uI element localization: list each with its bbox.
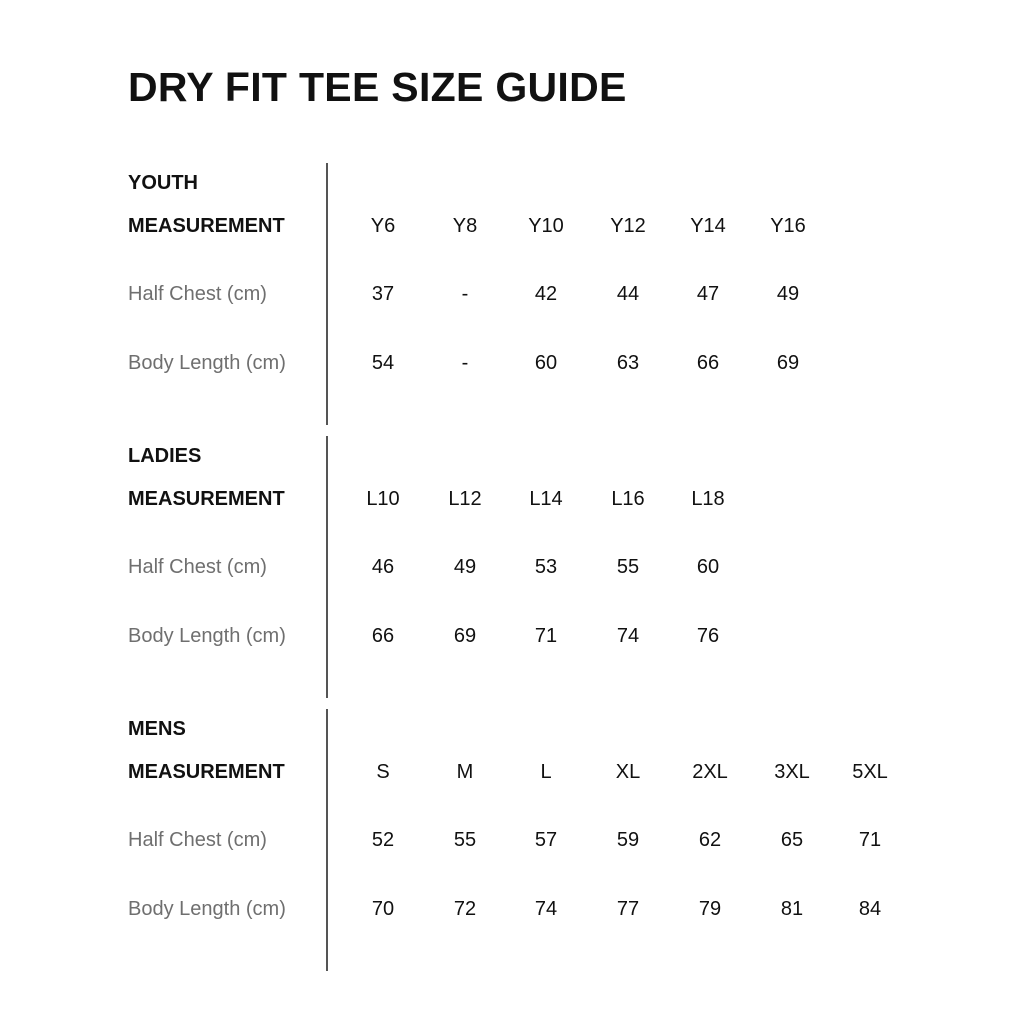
half-chest-cell: - [461, 283, 469, 305]
size-header-cell: 5XL [852, 761, 888, 783]
size-section-youth [0, 163, 1024, 425]
section-name: YOUTH [128, 172, 198, 194]
body-length-cell: 66 [371, 625, 395, 647]
body-length-cell: 74 [616, 625, 640, 647]
size-header-cell: Y8 [452, 215, 478, 237]
body-length-cell: - [461, 352, 469, 374]
half-chest-cell: 60 [696, 556, 720, 578]
half-chest-cell: 47 [696, 283, 720, 305]
half-chest-cell: 44 [616, 283, 640, 305]
body-length-cell: 54 [371, 352, 395, 374]
size-section-mens [0, 709, 1024, 971]
column-divider [326, 163, 328, 425]
size-header-cell: Y14 [690, 215, 726, 237]
half-chest-cell: 62 [698, 829, 722, 851]
body-length-cell: 70 [371, 898, 395, 920]
size-header-cell: Y12 [610, 215, 646, 237]
size-header-cell: 2XL [692, 761, 728, 783]
half-chest-cell: 42 [534, 283, 558, 305]
size-header-cell: L12 [448, 488, 482, 510]
size-header-cell: L [540, 761, 552, 783]
body-length-cell: 71 [534, 625, 558, 647]
measurement-label: MEASUREMENT [128, 488, 285, 510]
half-chest-cell: 55 [616, 556, 640, 578]
column-divider [326, 436, 328, 698]
body-length-cell: 72 [453, 898, 477, 920]
size-header-cell: S [376, 761, 390, 783]
half-chest-cell: 49 [776, 283, 800, 305]
body-length-cell: 81 [780, 898, 804, 920]
size-header-cell: Y16 [770, 215, 806, 237]
size-header-cell: XL [615, 761, 641, 783]
body-length-cell: 69 [776, 352, 800, 374]
half-chest-cell: 71 [858, 829, 882, 851]
body-length-cell: 63 [616, 352, 640, 374]
size-header-cell: L16 [611, 488, 645, 510]
half-chest-cell: 37 [371, 283, 395, 305]
half-chest-cell: 49 [453, 556, 477, 578]
half-chest-cell: 46 [371, 556, 395, 578]
half-chest-cell: 57 [534, 829, 558, 851]
half-chest-cell: 59 [616, 829, 640, 851]
size-header-cell: L18 [691, 488, 725, 510]
body-length-cell: 60 [534, 352, 558, 374]
size-section-ladies [0, 436, 1024, 698]
body-length-cell: 66 [696, 352, 720, 374]
body-length-label: Body Length (cm) [128, 352, 286, 374]
column-divider [326, 709, 328, 971]
half-chest-cell: 53 [534, 556, 558, 578]
half-chest-label: Half Chest (cm) [128, 556, 267, 578]
section-name: LADIES [128, 445, 202, 467]
size-header-cell: M [456, 761, 474, 783]
body-length-cell: 79 [698, 898, 722, 920]
body-length-cell: 74 [534, 898, 558, 920]
body-length-label: Body Length (cm) [128, 625, 286, 647]
half-chest-cell: 55 [453, 829, 477, 851]
body-length-cell: 76 [696, 625, 720, 647]
size-header-cell: Y10 [528, 215, 564, 237]
half-chest-label: Half Chest (cm) [128, 283, 267, 305]
page-title: DRY FIT TEE SIZE GUIDE [128, 64, 627, 110]
measurement-label: MEASUREMENT [128, 215, 285, 237]
size-header-cell: 3XL [774, 761, 810, 783]
body-length-cell: 69 [453, 625, 477, 647]
size-header-cell: Y6 [370, 215, 396, 237]
half-chest-label: Half Chest (cm) [128, 829, 267, 851]
body-length-cell: 84 [858, 898, 882, 920]
half-chest-cell: 52 [371, 829, 395, 851]
measurement-label: MEASUREMENT [128, 761, 285, 783]
size-header-cell: L10 [366, 488, 400, 510]
half-chest-cell: 65 [780, 829, 804, 851]
body-length-label: Body Length (cm) [128, 898, 286, 920]
section-name: MENS [128, 718, 186, 740]
size-header-cell: L14 [529, 488, 563, 510]
body-length-cell: 77 [616, 898, 640, 920]
